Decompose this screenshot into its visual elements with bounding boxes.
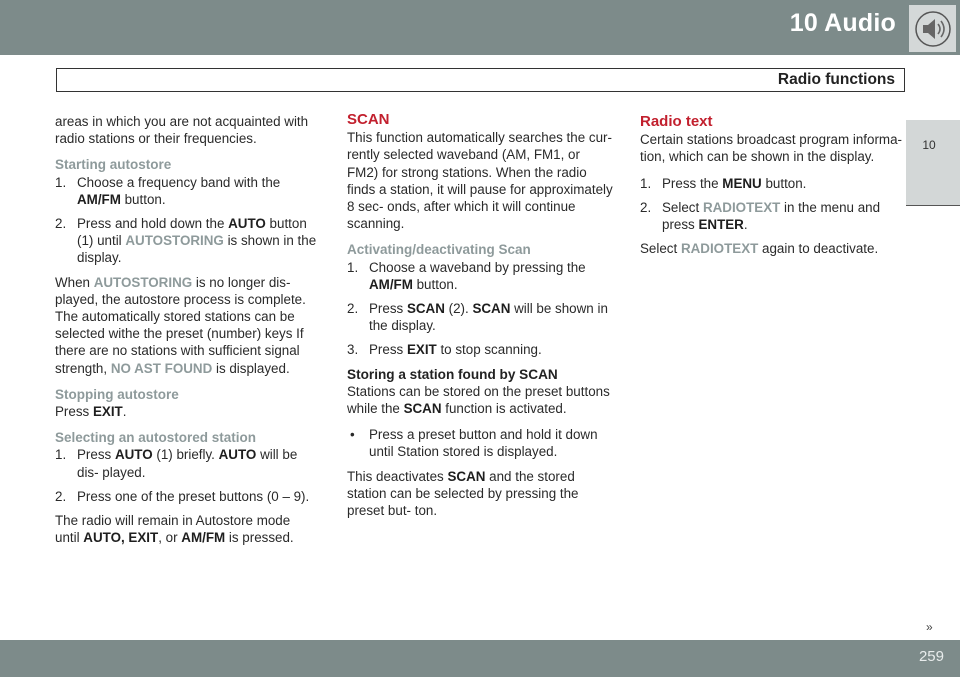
scan-heading: SCAN xyxy=(347,111,390,128)
bullet-icon: • xyxy=(350,427,355,443)
list-item xyxy=(640,199,902,233)
section-title: Radio functions xyxy=(777,71,895,88)
text: is displayed. xyxy=(212,360,290,376)
storing-paragraph xyxy=(347,383,613,417)
starting-autostore-heading: Starting autostore xyxy=(55,157,172,173)
text: is pressed. xyxy=(225,530,294,546)
list-number: 1. xyxy=(55,174,67,190)
text: Select xyxy=(662,199,703,215)
text: button. xyxy=(412,276,458,292)
list-item xyxy=(55,446,317,480)
column-middle xyxy=(347,111,613,528)
display-message-text: RADIOTEXT xyxy=(702,199,781,215)
button-label-text: SCAN xyxy=(406,301,445,317)
text: (2). xyxy=(444,301,473,317)
list-item xyxy=(347,341,613,358)
scan-paragraph: This function automatically searches the cur- rently selected waveband (AM, FM1, or FM2) for strong stations. When the radio finds a station, it will pause for approximately 8 sec- onds, after which it will continue scanning. xyxy=(347,130,613,232)
display-message-text: AUTOSTORING xyxy=(93,274,193,290)
button-label-text: SCAN xyxy=(403,401,442,417)
list-number: 1. xyxy=(55,447,67,463)
intro-paragraph: areas in which you are not acquainted with radio stations or their frequencies. xyxy=(55,114,309,147)
display-message-text: NO AST FOUND xyxy=(110,360,213,376)
storing-station-heading: Storing a station found by SCAN xyxy=(347,366,558,382)
text: Press xyxy=(369,301,407,317)
button-label-text: EXIT xyxy=(92,404,123,420)
button-label-text: AUTO xyxy=(218,447,257,463)
side-tab-number: 10 xyxy=(922,138,936,152)
list-number: 3. xyxy=(347,342,359,358)
deactivate-paragraph xyxy=(347,468,613,520)
text: in the menu and press xyxy=(662,199,881,233)
list-number: 2. xyxy=(347,301,359,317)
button-label-text: AM/FM xyxy=(181,530,226,546)
next-page-arrows-icon[interactable]: » xyxy=(926,620,931,634)
list-number: 2. xyxy=(55,488,67,504)
list-item xyxy=(55,488,317,505)
list-number: 2. xyxy=(640,199,652,215)
text: When xyxy=(55,274,94,290)
button-label-text: AUTO, EXIT xyxy=(83,530,159,546)
deactivate-radiotext-paragraph xyxy=(640,240,902,257)
text: will be dis- played. xyxy=(77,447,298,480)
display-message-text: RADIOTEXT xyxy=(680,241,759,257)
text: This deactivates xyxy=(347,468,448,484)
footer-bar xyxy=(0,640,960,677)
button-label-text: AM/FM xyxy=(369,276,413,292)
text: Press xyxy=(369,342,407,358)
radio-text-paragraph: Certain stations broadcast program informa- tion, which can be shown in the display. xyxy=(640,132,902,165)
column-right xyxy=(640,113,902,266)
column-left xyxy=(55,113,317,555)
button-label-text: MENU xyxy=(722,175,762,191)
text: is no longer dis- played, the autostore process is complete. The automatically stored stations can be selected withe the preset (number) keys If there are no stations with sufficient signal strength, xyxy=(55,274,306,376)
list-item xyxy=(347,259,613,293)
stopping-autostore-heading: Stopping autostore xyxy=(55,386,179,402)
text: is shown in the display. xyxy=(77,233,317,266)
page-number: 259 xyxy=(918,648,944,665)
text: Press a preset button and hold it down until Station stored is displayed. xyxy=(369,427,598,460)
text: Press the xyxy=(662,175,723,191)
list-item xyxy=(55,215,317,267)
text: button. xyxy=(120,191,166,207)
text: to stop scanning. xyxy=(436,342,542,358)
autostore-complete-paragraph xyxy=(55,274,317,377)
section-header-box xyxy=(56,68,905,92)
text: The radio will remain in Autostore mode until xyxy=(55,513,291,546)
bullet-item xyxy=(347,426,613,460)
list-item xyxy=(55,174,317,208)
text: button. xyxy=(761,175,807,191)
list-item xyxy=(640,175,902,192)
list-item xyxy=(347,300,613,334)
text: Choose a waveband by pressing the xyxy=(369,259,586,275)
text: Choose a frequency band with the xyxy=(77,174,281,190)
list-number: 1. xyxy=(347,259,359,275)
text: (1) briefly. xyxy=(152,447,219,463)
text: button (1) until xyxy=(77,216,307,249)
text: Select xyxy=(640,241,681,257)
text: and the stored station can be selected by pressing the preset but- ton. xyxy=(347,468,579,519)
button-label-text: SCAN xyxy=(447,468,486,484)
text: Press and hold down the xyxy=(77,216,229,232)
text: . xyxy=(122,404,127,420)
selecting-station-heading: Selecting an autostored station xyxy=(55,430,257,446)
header-bar xyxy=(0,0,960,55)
text: Stations can be stored on the preset buttons while the xyxy=(347,383,610,417)
stop-paragraph xyxy=(55,403,317,420)
speaker-icon xyxy=(909,5,956,52)
button-label-text: ENTER xyxy=(698,217,744,233)
text: Press one of the preset buttons (0 – 9). xyxy=(77,488,310,504)
text: will be shown in the display. xyxy=(369,301,608,334)
display-message-text: AUTOSTORING xyxy=(125,233,224,249)
text: , or xyxy=(158,530,182,546)
chapter-title: 10 Audio xyxy=(789,9,896,37)
list-number: 1. xyxy=(640,175,652,191)
activating-scan-heading: Activating/deactivating Scan xyxy=(347,242,531,258)
button-label-text: AM/FM xyxy=(77,191,121,207)
list-number: 2. xyxy=(55,216,67,232)
button-label-text: AUTO xyxy=(114,447,153,463)
text: Press xyxy=(77,447,115,463)
button-label-text: EXIT xyxy=(406,342,437,358)
chapter-side-tab[interactable] xyxy=(906,120,960,206)
button-label-text: AUTO xyxy=(228,216,266,232)
text: again to deactivate. xyxy=(758,241,879,257)
text: Press xyxy=(55,404,93,420)
remain-paragraph xyxy=(55,512,317,546)
text: . xyxy=(743,217,748,233)
button-label-text: SCAN xyxy=(472,301,511,317)
radio-text-heading: Radio text xyxy=(640,113,713,130)
text: function is activated. xyxy=(441,401,567,417)
